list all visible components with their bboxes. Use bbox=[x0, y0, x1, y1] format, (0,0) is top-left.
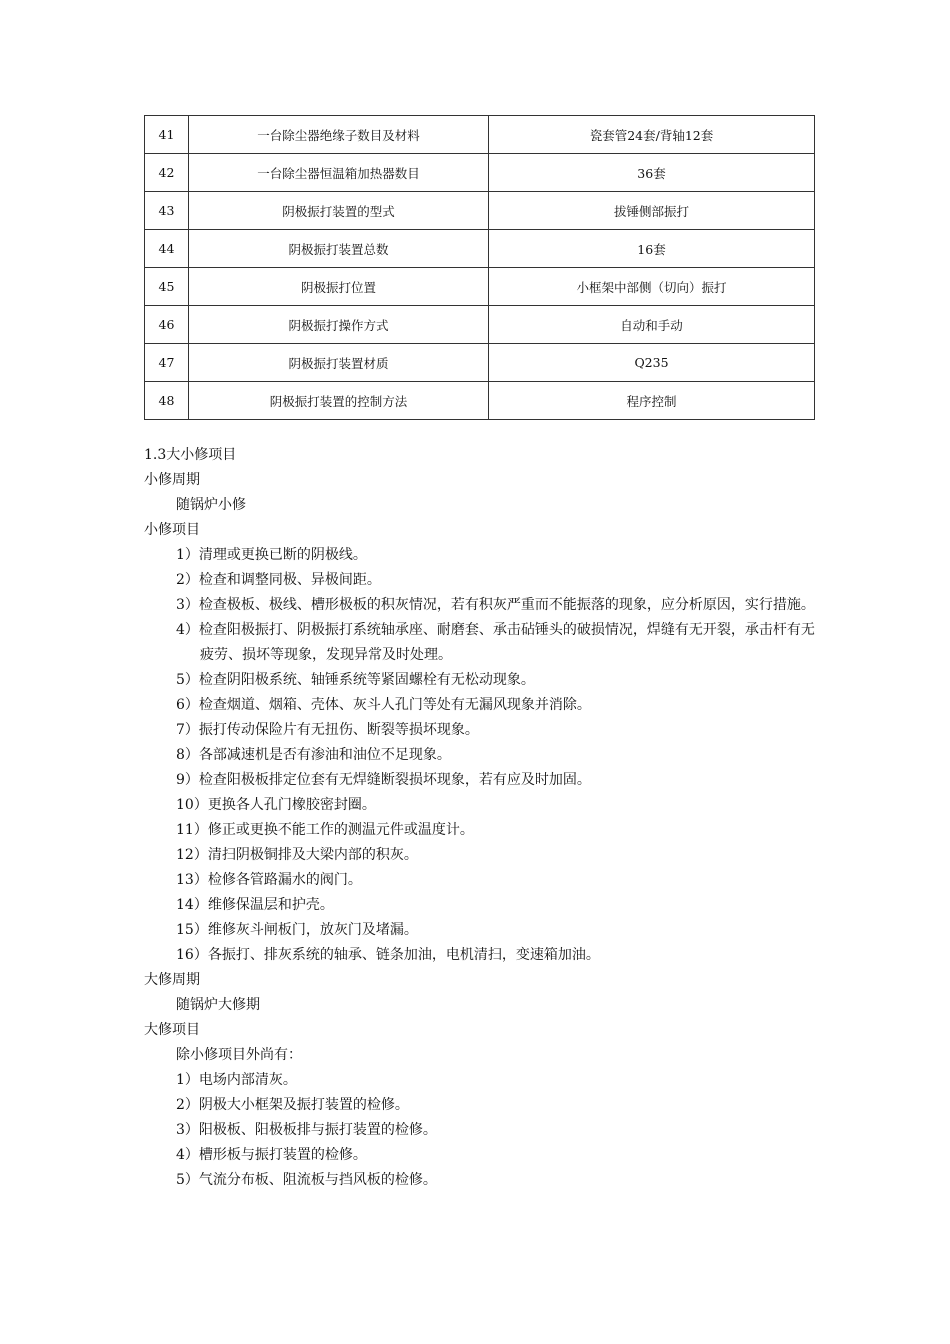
table-row bbox=[145, 116, 815, 154]
spec-table-body bbox=[145, 116, 815, 420]
row-value: 拔锤侧部振打 bbox=[489, 192, 815, 230]
row-item: 阴极振打装置的型式 bbox=[189, 192, 489, 230]
list-item: 10）更换各人孔门橡胶密封圈。 bbox=[176, 797, 376, 813]
list-item: 15）维修灰斗闸板门，放灰门及堵漏。 bbox=[176, 922, 418, 938]
row-value: 瓷套管24套/背轴12套 bbox=[489, 116, 815, 154]
major-cycle-label: 大修周期 bbox=[144, 972, 200, 988]
row-value: Q235 bbox=[489, 344, 815, 382]
row-value: 自动和手动 bbox=[489, 306, 815, 344]
table-row bbox=[145, 382, 815, 420]
row-number: 44 bbox=[145, 230, 189, 268]
list-item: 6）检查烟道、烟箱、壳体、灰斗人孔门等处有无漏风现象并消除。 bbox=[176, 697, 591, 713]
list-item: 11）修正或更换不能工作的测温元件或温度计。 bbox=[176, 822, 474, 838]
list-item: 3）阳极板、阳极板排与振打装置的检修。 bbox=[176, 1122, 437, 1138]
row-item: 阴极振打装置材质 bbox=[189, 344, 489, 382]
row-value: 36套 bbox=[489, 154, 815, 192]
list-item: 8）各部减速机是否有渗油和油位不足现象。 bbox=[176, 747, 451, 763]
row-item: 阴极振打装置总数 bbox=[189, 230, 489, 268]
table-row bbox=[145, 268, 815, 306]
maintenance-section bbox=[144, 443, 824, 1193]
list-item: 5）气流分布板、阻流板与挡风板的检修。 bbox=[176, 1172, 437, 1188]
table-row bbox=[145, 192, 815, 230]
major-cycle-text: 随锅炉大修期 bbox=[176, 997, 260, 1013]
spec-table bbox=[144, 115, 815, 420]
list-item: 4）检查阳极振打、阴极振打系统轴承座、耐磨套、承击砧锤头的破损情况，焊缝有无开裂，承击杆有无疲劳、损坏等现象，发现异常及时处理。 bbox=[176, 622, 815, 663]
list-item: 2）阴极大小框架及振打装置的检修。 bbox=[176, 1097, 409, 1113]
row-number: 46 bbox=[145, 306, 189, 344]
row-item: 阴极振打装置的控制方法 bbox=[189, 382, 489, 420]
list-item: 1）电场内部清灰。 bbox=[176, 1072, 297, 1088]
row-number: 42 bbox=[145, 154, 189, 192]
list-item: 7）振打传动保险片有无扭伤、断裂等损坏现象。 bbox=[176, 722, 479, 738]
row-number: 45 bbox=[145, 268, 189, 306]
major-intro: 除小修项目外尚有： bbox=[176, 1047, 302, 1063]
list-item: 13）检修各管路漏水的阀门。 bbox=[176, 872, 362, 888]
minor-cycle-text: 随锅炉小修 bbox=[176, 497, 246, 513]
row-number: 47 bbox=[145, 344, 189, 382]
list-item: 5）检查阴阳极系统、轴锤系统等紧固螺栓有无松动现象。 bbox=[176, 672, 535, 688]
section-heading: 1.3大小修项目 bbox=[144, 447, 237, 463]
row-item: 阴极振打操作方式 bbox=[189, 306, 489, 344]
row-value: 16套 bbox=[489, 230, 815, 268]
row-item: 一台除尘器绝缘子数目及材料 bbox=[189, 116, 489, 154]
list-item: 2）检查和调整同极、异极间距。 bbox=[176, 572, 381, 588]
list-item: 3）检查极板、极线、槽形极板的积灰情况，若有积灰严重而不能振落的现象，应分析原因，实行措施。 bbox=[176, 597, 815, 613]
row-number: 41 bbox=[145, 116, 189, 154]
list-item: 14）维修保温层和护壳。 bbox=[176, 897, 334, 913]
list-item: 4）槽形板与振打装置的检修。 bbox=[176, 1147, 367, 1163]
table-row bbox=[145, 344, 815, 382]
list-item: 16）各振打、排灰系统的轴承、链条加油，电机清扫，变速箱加油。 bbox=[176, 947, 600, 963]
table-row bbox=[145, 154, 815, 192]
list-item: 1）清理或更换已断的阴极线。 bbox=[176, 547, 367, 563]
row-number: 48 bbox=[145, 382, 189, 420]
row-item: 阴极振打位置 bbox=[189, 268, 489, 306]
list-item: 9）检查阳极板排定位套有无焊缝断裂损坏现象，若有应及时加固。 bbox=[176, 772, 591, 788]
minor-items-label: 小修项目 bbox=[144, 522, 200, 538]
list-item: 12）清扫阴极铜排及大梁内部的积灰。 bbox=[176, 847, 418, 863]
row-value: 程序控制 bbox=[489, 382, 815, 420]
table-row bbox=[145, 306, 815, 344]
row-value: 小框架中部侧（切向）振打 bbox=[489, 268, 815, 306]
table-row bbox=[145, 230, 815, 268]
row-item: 一台除尘器恒温箱加热器数目 bbox=[189, 154, 489, 192]
major-items-label: 大修项目 bbox=[144, 1022, 200, 1038]
minor-cycle-label: 小修周期 bbox=[144, 472, 200, 488]
row-number: 43 bbox=[145, 192, 189, 230]
